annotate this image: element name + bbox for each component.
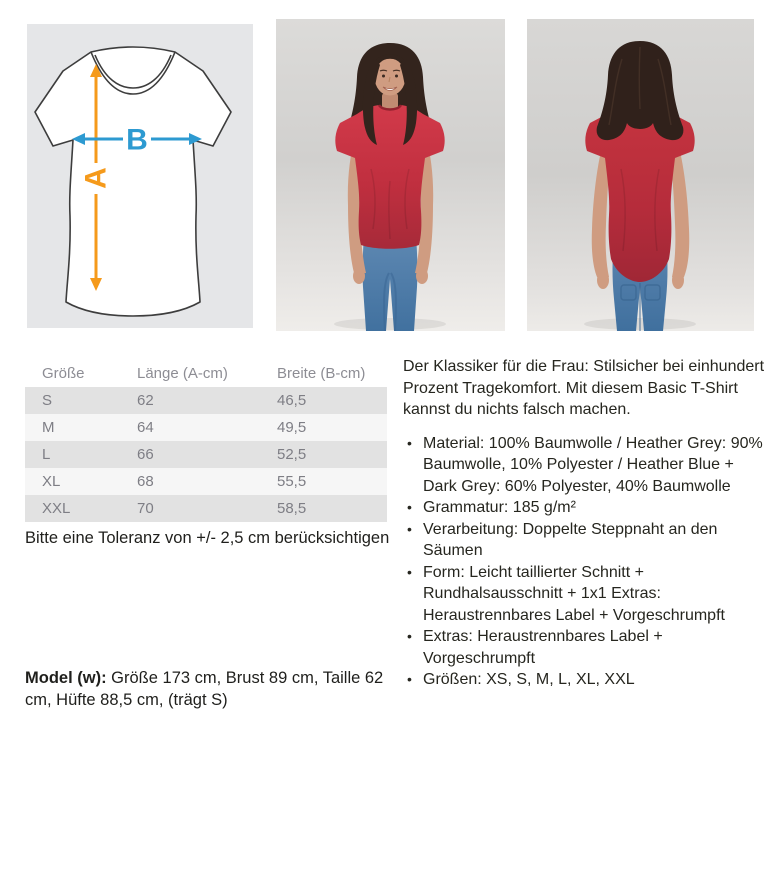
table-cell-length: 62	[137, 392, 154, 409]
table-cell-size: M	[42, 419, 55, 436]
table-cell-size: S	[42, 392, 53, 409]
size-diagram-illustration	[27, 24, 253, 328]
table-cell-length: 68	[137, 473, 154, 490]
measure-label-b: B	[126, 123, 148, 157]
table-cell-length: 66	[137, 446, 154, 463]
model-measurements	[25, 667, 407, 711]
model-measurements-label: Model (w):	[25, 669, 107, 687]
table-cell-length: 70	[137, 500, 154, 517]
table-row	[25, 441, 387, 468]
table-cell-size: L	[42, 446, 51, 463]
bullet-extras: • Extras: Heraustrennbares Label + Vorgeschrumpft	[403, 626, 771, 669]
product-photo-front[interactable]	[276, 19, 505, 331]
table-cell-length: 64	[137, 419, 154, 436]
product-description	[403, 356, 771, 691]
model-measurements-details: Größe 173 cm, Brust 89 cm, Taille 62 cm, Hüfte 88,5 cm, (trägt S)	[25, 669, 384, 709]
table-row	[25, 495, 387, 522]
table-cell-width: 58,5	[277, 500, 307, 517]
model-back-illustration	[527, 19, 754, 331]
size-table	[25, 360, 387, 522]
table-header-cell: Länge (A-cm)	[137, 365, 228, 382]
table-cell-size: XL	[42, 473, 61, 490]
model-front-illustration	[276, 19, 505, 331]
bullet-grammatur: • Grammatur: 185 g/m²	[403, 497, 771, 519]
table-cell-width: 46,5	[277, 392, 307, 409]
bullet-groessen: • Größen: XS, S, M, L, XL, XXL	[403, 669, 771, 691]
table-cell-width: 49,5	[277, 419, 307, 436]
table-cell-size: XXL	[42, 500, 71, 517]
size-diagram-image[interactable]	[27, 24, 253, 328]
table-cell-width: 55,5	[277, 473, 307, 490]
bullet-material: • Material: 100% Baumwolle / Heather Grey: 90% Baumwolle, 10% Polyester / Heather Blue + Dark Grey: 60% Polyester, 40% Baumwolle	[403, 433, 771, 498]
product-photo-back[interactable]	[527, 19, 754, 331]
bullet-verarbeitung: • Verarbeitung: Doppelte Steppnaht an den Säumen	[403, 519, 771, 562]
table-row	[25, 387, 387, 414]
table-header-cell: Breite (B-cm)	[277, 365, 366, 382]
table-cell-width: 52,5	[277, 446, 307, 463]
table-header-row	[25, 360, 387, 387]
measure-label-a: A	[79, 167, 113, 189]
description-bullet-list	[403, 433, 771, 691]
tolerance-note: Bitte eine Toleranz von +/- 2,5 cm berücksichtigen	[25, 529, 390, 547]
bullet-form: • Form: Leicht taillierter Schnitt + Rundhalsausschnitt + 1x1 Extras: Heraustrennbares Label + Vorgeschrumpft	[403, 562, 771, 627]
description-intro: Der Klassiker für die Frau: Stilsicher bei einhundert Prozent Tragekomfort. Mit diesem Basic T-Shirt kannst du nichts falsch machen.	[403, 358, 765, 418]
table-row	[25, 468, 387, 495]
floor-shadow	[334, 318, 446, 330]
table-header-cell: Größe	[42, 365, 85, 382]
table-row	[25, 414, 387, 441]
